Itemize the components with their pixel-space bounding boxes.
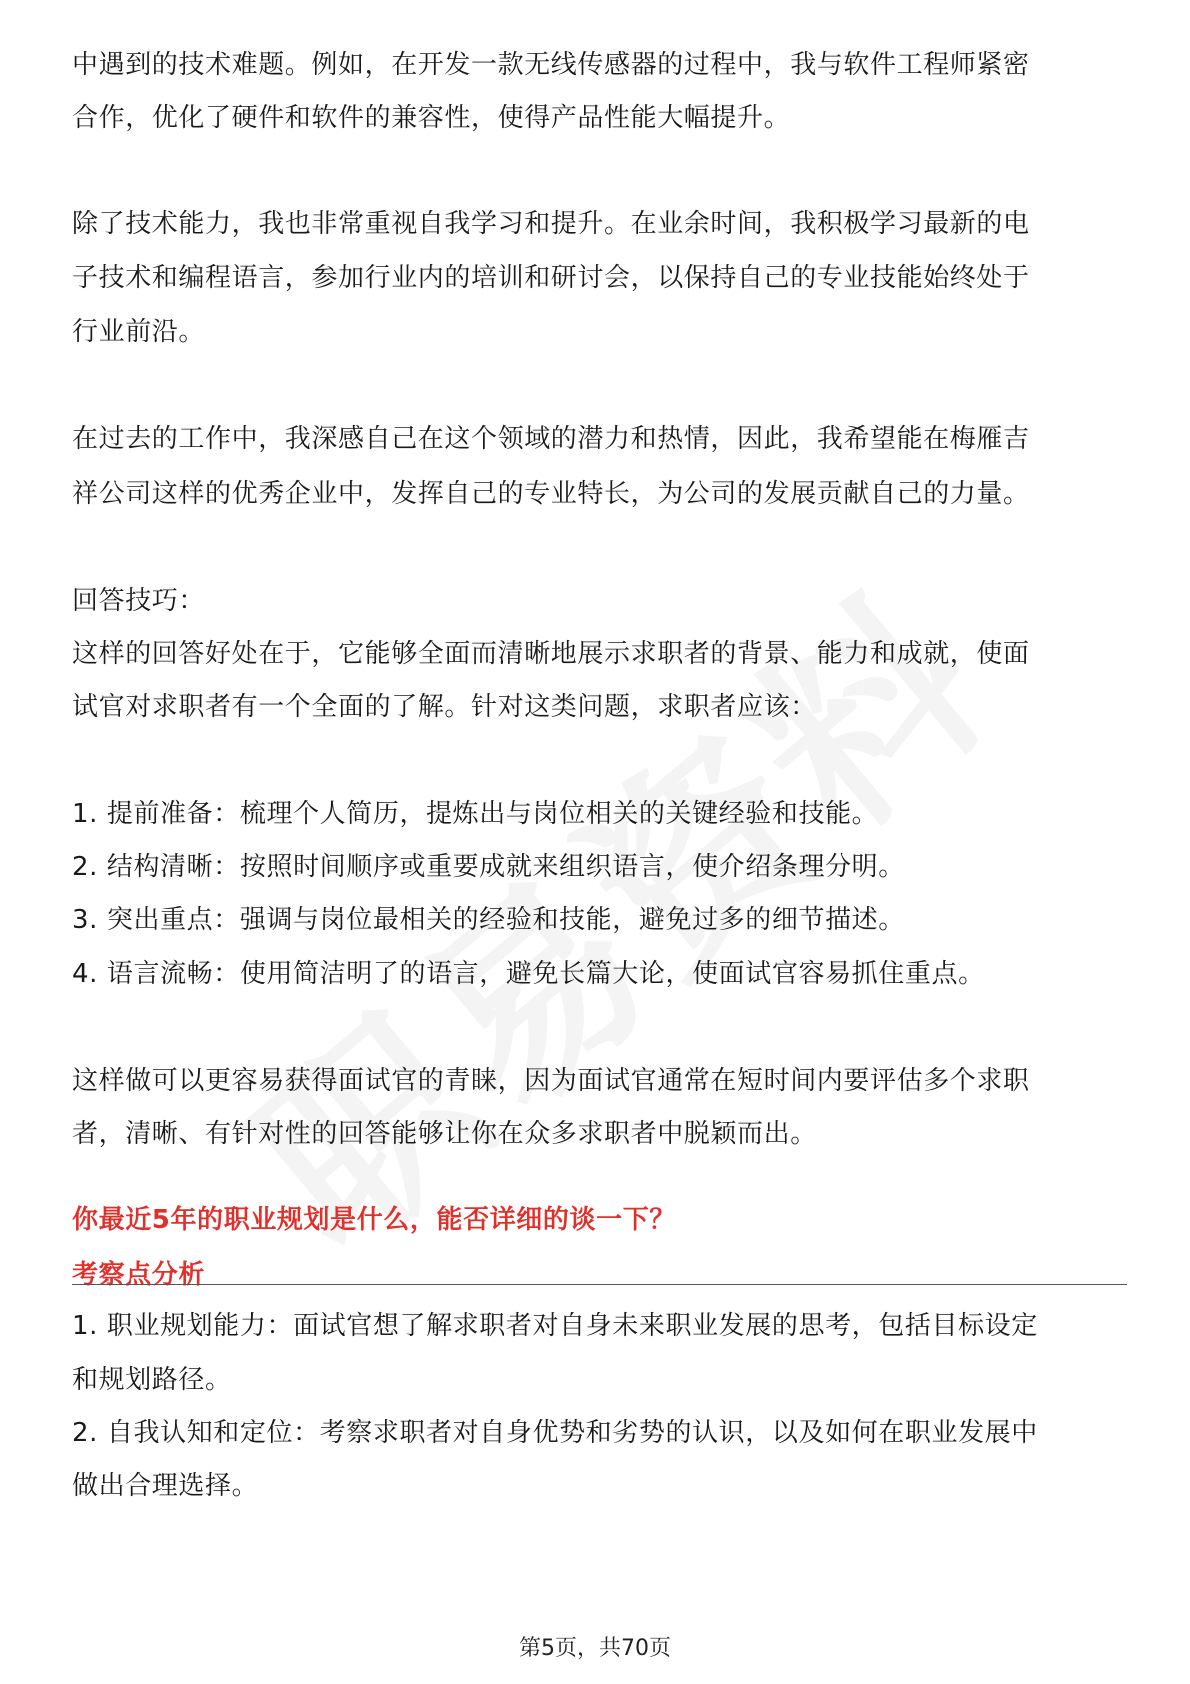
paragraph-line: 者，清晰、有针对性的回答能够让你在众多求职者中脱颖而出。: [72, 1119, 817, 1149]
analysis-heading: 考察点分析: [72, 1260, 206, 1290]
list-item: 2. 结构清晰：按照时间顺序或重要成就来组织语言，使介绍条理分明。: [72, 852, 905, 882]
paragraph-line: 中遇到的技术难题。例如，在开发一款无线传感器的过程中，我与软件工程师紧密: [72, 50, 1030, 80]
paragraph-line: 除了技术能力，我也非常重视自我学习和提升。在业余时间，我积极学习最新的电: [72, 209, 1030, 239]
paragraph-line: 合作，优化了硬件和软件的兼容性，使得产品性能大幅提升。: [72, 103, 791, 133]
list-item: 2. 自我认知和定位：考察求职者对自身优势和劣势的认识，以及如何在职业发展中: [72, 1418, 1038, 1448]
paragraph-line: 这样做可以更容易获得面试官的青睐，因为面试官通常在短时间内要评估多个求职: [72, 1066, 1030, 1096]
paragraph-line: 这样的回答好处在于，它能够全面而清晰地展示求职者的背景、能力和成就，使面: [72, 639, 1030, 669]
section-divider: [72, 1284, 1127, 1285]
paragraph-line: 在过去的工作中，我深感自己在这个领域的潜力和热情，因此，我希望能在梅雁吉: [72, 424, 1030, 454]
list-item: 3. 突出重点：强调与岗位最相关的经验和技能，避免过多的细节描述。: [72, 905, 905, 935]
paragraph-line: 子技术和编程语言，参加行业内的培训和研讨会，以保持自己的专业技能始终处于: [72, 263, 1030, 293]
tips-label: 回答技巧：: [72, 586, 206, 616]
page-number: 第5页，共70页: [519, 1636, 671, 1661]
paragraph-line: 祥公司这样的优秀企业中，发挥自己的专业特长，为公司的发展贡献自己的力量。: [72, 479, 1030, 509]
list-item: 1. 提前准备：梳理个人简历，提炼出与岗位相关的关键经验和技能。: [72, 799, 879, 829]
paragraph-line: 试官对求职者有一个全面的了解。针对这类问题，求职者应该：: [72, 692, 817, 722]
question-title: 你最近5年的职业规划是什么，能否详细的谈一下？: [72, 1205, 676, 1235]
paragraph-line: 行业前沿。: [72, 317, 206, 347]
list-item: 做出合理选择。: [72, 1471, 259, 1501]
list-item: 和规划路径。: [72, 1365, 232, 1395]
list-item: 4. 语言流畅：使用简洁明了的语言，避免长篇大论，使面试官容易抓住重点。: [72, 959, 985, 989]
list-item: 1. 职业规划能力：面试官想了解求职者对自身未来职业发展的思考，包括目标设定: [72, 1311, 1038, 1341]
